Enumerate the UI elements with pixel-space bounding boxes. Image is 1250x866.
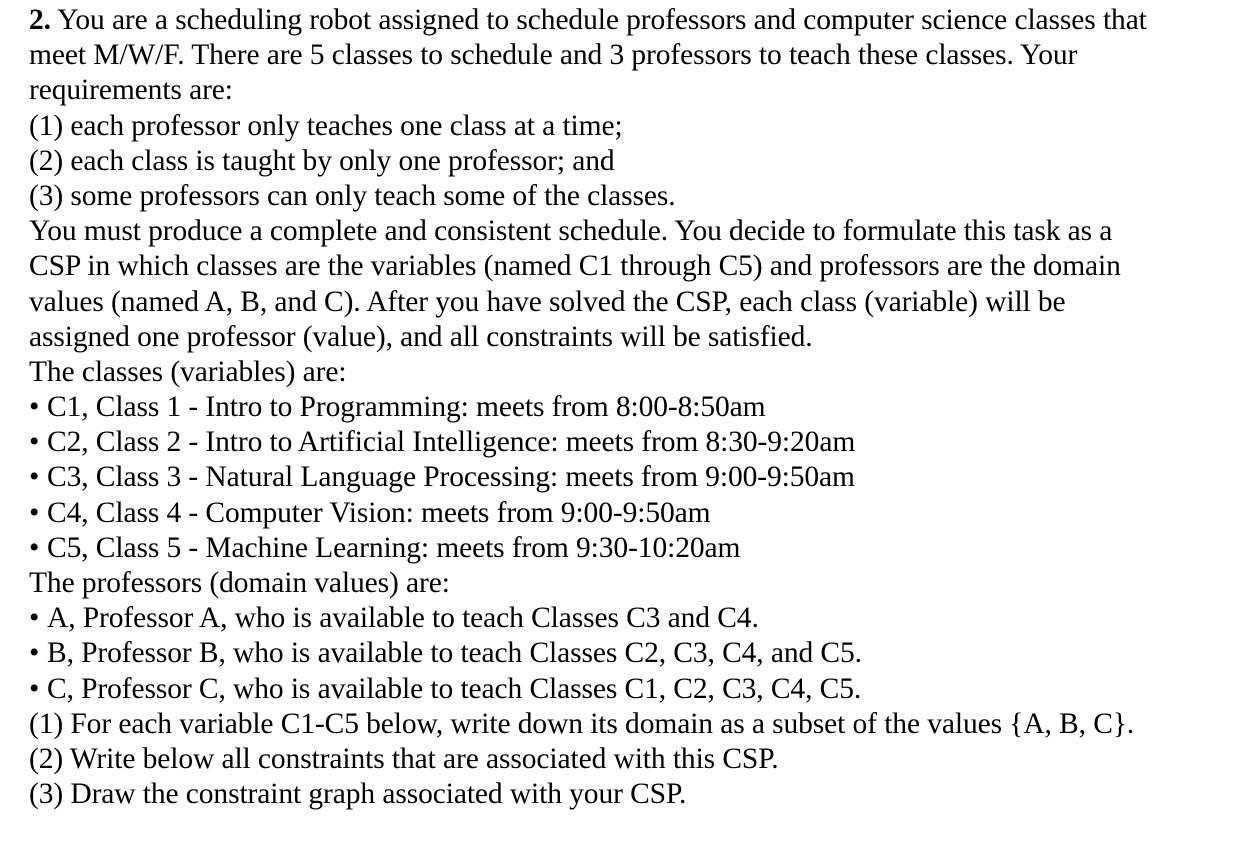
class-item-c1 [29,390,1244,425]
bullet-icon: • [29,602,40,635]
bullet-icon: • [29,672,40,705]
task-2: (2) Write below all constraints that are associated with this CSP. [29,742,779,775]
professor-text: A, Professor A, who is available to teach Classes C3 and C4. [47,602,759,635]
professor-text: B, Professor B, who is available to teach Classes C2, C3, C4, and C5. [47,637,862,670]
class-text: C4, Class 4 - Computer Vision: meets from 9:00-9:50am [47,496,711,529]
bullet-icon: • [29,496,40,529]
formulation-line-3: values (named A, B, and C). After you have solved the CSP, each class (variable) will be [29,285,1066,318]
class-item-c3 [29,460,1244,495]
professor-item-b [29,636,1244,671]
intro-line-2: meet M/W/F. There are 5 classes to schedule and 3 professors to teach these classes. Your [29,39,1078,72]
class-item-c5 [29,531,1244,566]
question-document [29,3,1244,812]
requirement-2: (2) each class is taught by only one professor; and [29,144,615,177]
requirement-3: (3) some professors can only teach some of the classes. [29,179,676,212]
bullet-icon: • [29,461,40,494]
formulation-line-1: You must produce a complete and consistent schedule. You decide to formulate this task as a [29,215,1113,248]
professors-heading: The professors (domain values) are: [29,567,450,599]
class-text: C3, Class 3 - Natural Language Processing: meets from 9:00-9:50am [47,461,855,494]
professor-item-c [29,672,1244,707]
bullet-icon: • [29,531,40,564]
bullet-icon: • [29,391,40,424]
class-item-c2 [29,425,1244,460]
task-1: (1) For each variable C1-C5 below, write down its domain as a subset of the values {A, B, C}. [29,707,1135,740]
task-3: (3) Draw the constraint graph associated with your CSP. [29,778,687,811]
class-text: C2, Class 2 - Intro to Artificial Intelligence: meets from 8:30-9:20am [47,426,856,459]
intro-line-3: requirements are: [29,74,233,107]
bullet-icon: • [29,426,40,459]
intro-text-1: You are a scheduling robot assigned to schedule professors and computer science classes that [50,4,1147,36]
intro-line-1 [29,3,1244,38]
classes-heading: The classes (variables) are: [29,355,347,388]
bullet-icon: • [29,637,40,670]
class-text: C5, Class 5 - Machine Learning: meets from 9:30-10:20am [47,531,741,564]
requirement-1: (1) each professor only teaches one class at a time; [29,109,623,142]
class-item-c4 [29,496,1244,531]
professor-item-a [29,601,1244,636]
question-number: 2. [29,4,51,36]
professor-text: C, Professor C, who is available to teach Classes C1, C2, C3, C4, C5. [47,672,862,705]
formulation-line-4: assigned one professor (value), and all constraints will be satisfied. [29,320,813,353]
formulation-line-2: CSP in which classes are the variables (named C1 through C5) and professors are the domain [29,250,1121,283]
class-text: C1, Class 1 - Intro to Programming: meets from 8:00-8:50am [47,391,766,424]
